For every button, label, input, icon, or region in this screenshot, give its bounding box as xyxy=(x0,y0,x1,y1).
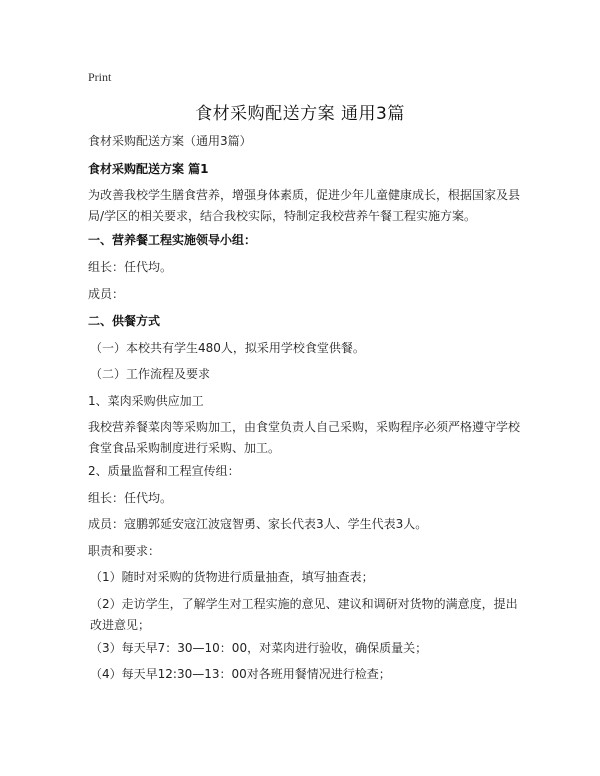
item-quality-group: 2、质量监督和工程宣传组： xyxy=(88,464,240,478)
duty-item-1: （1）随时对采购的货物进行质量抽查，填写抽查表； xyxy=(90,570,374,584)
heading-leadership-group: 一、营养餐工程实施领导小组： xyxy=(88,233,257,247)
leader-line: 组长：任代均。 xyxy=(88,260,173,274)
duties-heading: 职责和要求： xyxy=(88,544,161,558)
item-workflow: （二）工作流程及要求 xyxy=(90,367,211,381)
quality-leader-line: 组长：任代均。 xyxy=(88,491,173,505)
duty-item-2: （2）走访学生，了解学生对工程实施的意见、建议和调研对货物的满意度，提出改进意见； xyxy=(90,597,518,632)
intro-paragraph: 为改善我校学生膳食营养，增强身体素质，促进少年儿童健康成长，根据国家及县局/学区的相关要求，结合我校实际，特制定我校营养午餐工程实施方案。 xyxy=(88,188,521,223)
item-procurement: 1、菜肉采购供应加工 xyxy=(88,394,204,408)
procurement-paragraph: 我校营养餐菜肉等采购加工，由食堂负责人自己采购，采购程序必须严格遵守学校食堂食品采购制度进行采购、加工。 xyxy=(88,420,521,455)
subtitle: 食材采购配送方案（通用3篇） xyxy=(88,134,252,148)
members-line: 成员： xyxy=(88,287,125,301)
document-title: 食材采购配送方案 通用3篇 xyxy=(195,104,405,124)
print-label: Print xyxy=(88,70,112,84)
quality-members-line: 成员：寇鹏郭延安寇江波寇智勇、家长代表3人、学生代表3人。 xyxy=(88,517,428,531)
item-student-count: （一）本校共有学生480人，拟采用学校食堂供餐。 xyxy=(90,341,365,355)
duty-item-4: （4）每天早12:30—13：00对各班用餐情况进行检查； xyxy=(90,667,391,681)
heading-meal-method: 二、供餐方式 xyxy=(88,314,161,328)
section-heading-part1: 食材采购配送方案 篇1 xyxy=(88,162,209,176)
duty-item-3: （3）每天早7：30—10：00，对菜肉进行验收，确保质量关； xyxy=(90,641,428,655)
